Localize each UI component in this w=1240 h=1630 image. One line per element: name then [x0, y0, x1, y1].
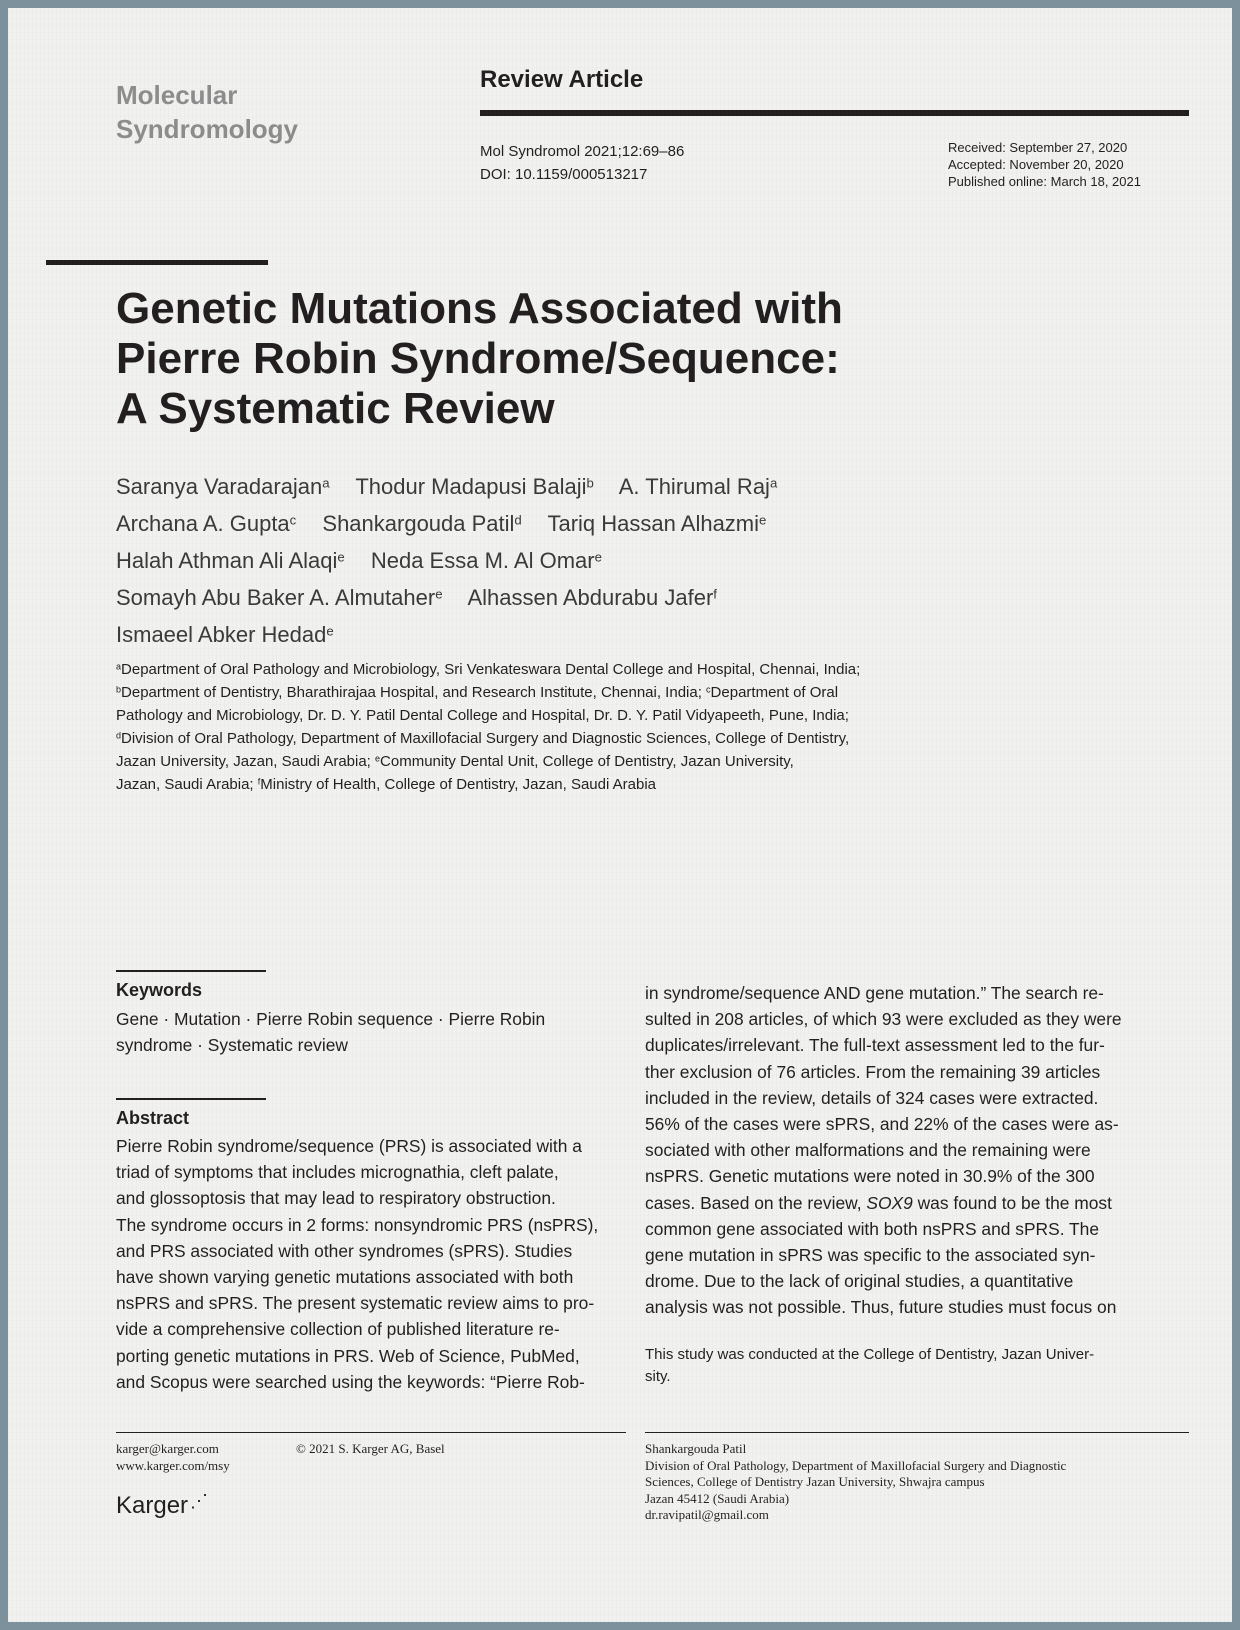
- affil-line: Jazan University, Jazan, Saudi Arabia; $^e$Community Dental Unit, College of Dentistry, Jazan University,: [116, 753, 794, 770]
- abstract-line: analysis was not possible. Thus, future studies must focus on: [645, 1297, 1117, 1318]
- date-accepted: Accepted: November 20, 2020: [948, 157, 1124, 172]
- affil-line: Pathology and Microbiology, Dr. D. Y. Patil Dental College and Hospital, Dr. D. Y. Patil Vidyapeeth, Pune, India;: [116, 707, 849, 724]
- author-row: [116, 616, 797, 653]
- abstract-line: sociated with other malformations and the remaining were: [645, 1140, 1091, 1161]
- affiliations: [116, 658, 956, 796]
- author-row: [116, 505, 797, 542]
- correspondence: [645, 1441, 1189, 1524]
- abstract-line: in syndrome/sequence AND gene mutation.” The search re-: [645, 983, 1104, 1003]
- abstract-line: and Scopus were searched using the keywords: “Pierre Rob-: [116, 1371, 585, 1392]
- study-note-line: This study was conducted at the College of Dentistry, Jazan Univer-: [645, 1346, 1095, 1363]
- journal-name-line1: Molecular: [116, 80, 238, 110]
- abstract-line: cases. Based on the review, SOX9 was found to be the most: [645, 1192, 1112, 1213]
- publisher-email[interactable]: karger@karger.com: [116, 1441, 219, 1456]
- author-row: [116, 542, 797, 579]
- title-line1: Genetic Mutations Associated with: [116, 284, 843, 333]
- author: Ismaeel Abker Hedad$^e$: [116, 622, 334, 647]
- citation-doi[interactable]: DOI: 10.1159/000513217: [480, 166, 648, 183]
- abstract-line: drome. Due to the lack of original studies, a quantitative: [645, 1271, 1074, 1292]
- abstract-line: gene mutation in sPRS was specific to the associated syn-: [645, 1245, 1096, 1266]
- abstract-line: porting genetic mutations in PRS. Web of Science, PubMed,: [116, 1345, 580, 1366]
- author: Somayh Abu Baker A. Almutaher$^e$: [116, 585, 443, 610]
- abstract-line: Pierre Robin syndrome/sequence (PRS) is associated with a: [116, 1136, 582, 1156]
- keywords-line: Gene · Mutation · Pierre Robin sequence · Pierre Robin: [116, 1009, 546, 1029]
- affil-line: $^d$Division of Oral Pathology, Department of Maxillofacial Surgery and Diagnostic Sciences, College of Dentistry,: [116, 730, 850, 747]
- abstract-line: have shown varying genetic mutations associated with both: [116, 1267, 574, 1288]
- abstract-line: vide a comprehensive collection of published literature re-: [116, 1319, 560, 1340]
- author: Tariq Hassan Alhazmi$^e$: [547, 511, 767, 536]
- author: Saranya Varadarajan$^a$: [116, 474, 330, 499]
- article-title: [116, 284, 1016, 434]
- abstract-line: ther exclusion of 76 articles. From the remaining 39 articles: [645, 1061, 1101, 1082]
- study-note-line: sity.: [645, 1368, 671, 1385]
- affil-line: $^a$Department of Oral Pathology and Microbiology, Sri Venkateswara Dental College and Hospital, Chennai, India;: [116, 661, 861, 678]
- citation-ref: Mol Syndromol 2021;12:69–86: [480, 143, 685, 160]
- abstract-line: sulted in 208 articles, of which 93 were excluded as they were: [645, 1009, 1122, 1030]
- article-type: Review Article: [480, 66, 644, 93]
- gene-name: SOX9: [866, 1192, 913, 1213]
- keywords-heading: Keywords: [116, 980, 203, 1000]
- author-row: [116, 579, 797, 616]
- title-line3: A Systematic Review: [116, 384, 555, 433]
- date-published: Published online: March 18, 2021: [948, 174, 1141, 189]
- author: Halah Athman Ali Alaqi$^e$: [116, 548, 345, 573]
- author: Thodur Madapusi Balaji$^b$: [355, 474, 594, 499]
- abstract-line: nsPRS and sPRS. The present systematic review aims to pro-: [116, 1293, 595, 1314]
- author-list: [116, 468, 797, 653]
- keywords-line: syndrome · Systematic review: [116, 1035, 348, 1056]
- copyright: © 2021 S. Karger AG, Basel: [296, 1441, 445, 1456]
- author-row: [116, 468, 797, 505]
- abstract-line: The syndrome occurs in 2 forms: nonsyndromic PRS (nsPRS),: [116, 1214, 599, 1235]
- abstract-heading: Abstract: [116, 1108, 190, 1128]
- abstract-line: triad of symptoms that includes micrognathia, cleft palate,: [116, 1162, 559, 1183]
- paper-page: [8, 8, 1232, 1622]
- article-dates: [948, 139, 1141, 190]
- abstract-left-column: [116, 1133, 626, 1395]
- affil-line: $^b$Department of Dentistry, Bharathirajaa Hospital, and Research Institute, Chennai, India; $^c$Department of Oral: [116, 684, 839, 701]
- correspondence-email[interactable]: dr.ravipatil@gmail.com: [645, 1507, 769, 1522]
- footer-rule-left: [116, 1432, 626, 1433]
- journal-name: [116, 78, 298, 146]
- abstract-line: duplicates/irrelevant. The full-text assessment led to the fur-: [645, 1035, 1105, 1056]
- citation: [480, 140, 684, 186]
- footer-rule-right: [645, 1432, 1189, 1433]
- author: Neda Essa M. Al Omar$^e$: [370, 548, 602, 573]
- header-rule: [480, 110, 1189, 116]
- correspondence-line: Division of Oral Pathology, Department of Maxillofacial Surgery and Diagnostic: [645, 1457, 1067, 1473]
- affil-line: Jazan, Saudi Arabia; $^f$Ministry of Health, College of Dentistry, Jazan, Saudi Arabia: [116, 776, 657, 793]
- abstract-line: common gene associated with both nsPRS and sPRS. The: [645, 1218, 1100, 1239]
- title-rule: [46, 260, 268, 265]
- karger-logo: [116, 1491, 208, 1520]
- karger-burst-icon: ⋰: [190, 1491, 209, 1511]
- correspondence-line: Sciences, College of Dentistry Jazan University, Shwajra campus: [645, 1474, 985, 1489]
- abstract-line: 56% of the cases were sPRS, and 22% of the cases were as-: [645, 1114, 1119, 1135]
- karger-logo-text: Karger: [116, 1492, 189, 1519]
- abstract-line: and glossoptosis that may lead to respiratory obstruction.: [116, 1188, 556, 1209]
- correspondence-line: Jazan 45412 (Saudi Arabia): [645, 1490, 790, 1506]
- author: Shankargouda Patil$^d$: [322, 511, 522, 536]
- author: Archana A. Gupta$^c$: [116, 511, 297, 536]
- keywords-rule: [116, 970, 266, 972]
- title-line2: Pierre Robin Syndrome/Sequence:: [116, 334, 840, 383]
- abstract-right-column: [645, 980, 1145, 1321]
- author: Alhassen Abdurabu Jafer$^f$: [467, 585, 717, 610]
- date-received: Received: September 27, 2020: [948, 140, 1128, 155]
- abstract-rule: [116, 1098, 266, 1100]
- study-note: [645, 1344, 1145, 1388]
- publisher-website[interactable]: www.karger.com/msy: [116, 1457, 230, 1473]
- author: A. Thirumal Raj$^a$: [618, 474, 778, 499]
- journal-name-line2: Syndromology: [116, 114, 299, 144]
- publisher-contact: [116, 1441, 230, 1474]
- abstract-line: nsPRS. Genetic mutations were noted in 30.9% of the 300: [645, 1166, 1095, 1187]
- keywords-text: [116, 1006, 626, 1058]
- correspondence-line: Shankargouda Patil: [645, 1441, 747, 1456]
- abstract-line: and PRS associated with other syndromes (sPRS). Studies: [116, 1240, 573, 1261]
- abstract-line: included in the review, details of 324 cases were extracted.: [645, 1087, 1099, 1108]
